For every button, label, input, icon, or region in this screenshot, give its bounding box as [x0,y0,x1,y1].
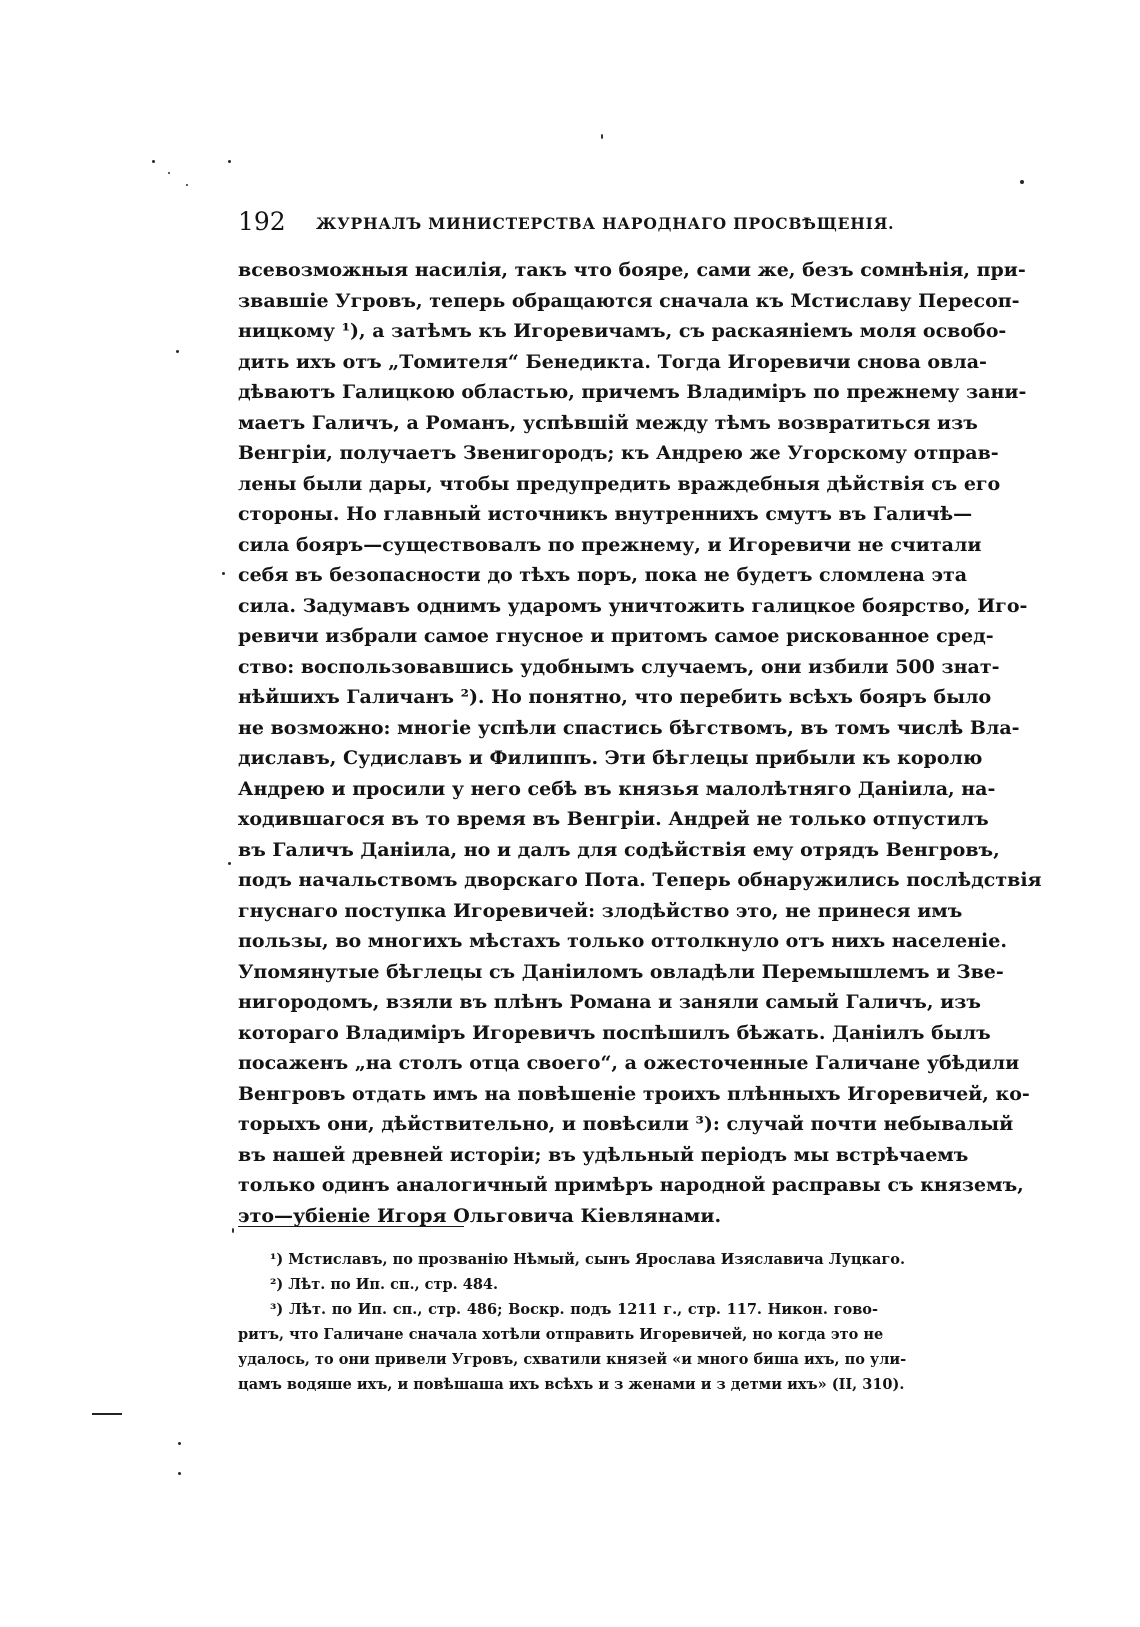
scan-speck [222,572,225,575]
footnote-3-continued: цамъ водяше ихъ, и повѣшаша ихъ всѣхъ и з женами и з детми ихъ» (II, 310). [238,1376,905,1393]
text-line: себя въ безопасности до тѣхъ поръ, пока не будетъ сломлена эта [238,564,968,586]
footnote-3-continued: удалось, то они привели Угровъ, схватили князей «и много биша ихъ, по ули- [238,1351,907,1368]
text-line: звавшіе Угровъ, теперь обращаются сначала къ Мстиславу Пересоп- [238,289,1020,312]
scan-speck [228,862,231,865]
footnote-separator [238,1226,464,1227]
text-line: ство: воспользовавшись удобнымъ случаемъ, они избили 500 знат- [238,655,1000,678]
scan-speck [178,1472,181,1475]
text-line: Андрею и просили у него себѣ въ князья малолѣтняго Даніила, на- [238,777,996,800]
text-line: пользы, во многихъ мѣстахъ только оттолкнуло отъ нихъ населеніе. [238,930,1007,952]
text-line: сила. Задумавъ однимъ ударомъ уничтожить галицкое боярство, Иго- [238,594,1028,617]
scan-mark [92,1413,122,1415]
text-line: всевозможныя насилія, такъ что бояре, сами же, безъ сомнѣнія, при- [238,259,1026,281]
text-line: сила бояръ—существовалъ по прежнему, и Игоревичи не считали [238,533,982,556]
text-line: торыхъ они, дѣйствительно, и повѣсили ³): случай почти небывалый [238,1113,1014,1135]
footnote-3: ³) Лѣт. по Ип. сп., стр. 486; Воскр. подъ 1211 г., стр. 117. Никон. гово- [270,1301,878,1318]
journal-title: ЖУРНАЛЪ МИНИСТЕРСТВА НАРОДНАГО ПРОСВѢЩЕНІЯ. [316,214,895,233]
text-line: гнуснаго поступка Игоревичей: злодѣйство это, не принеся имъ [238,899,963,922]
text-line: Венгровъ отдать имъ на повѣшеніе троихъ плѣнныхъ Игоревичей, ко- [238,1082,1030,1105]
text-line: Венгріи, получаетъ Звенигородъ; къ Андрею же Угорскому отправ- [238,442,999,464]
text-line: въ нашей древней исторіи; въ удѣльный періодъ мы встрѣчаемъ [238,1143,969,1166]
text-line: ревичи избрали самое гнусное и притомъ самое рискованное сред- [238,625,994,647]
text-line: дить ихъ отъ „Томителя“ Бенедикта. Тогда Игоревичи снова овла- [238,350,987,373]
text-line: Упомянутые бѣглецы съ Даніиломъ овладѣли Перемышлемъ и Зве- [238,960,1004,983]
scan-speck [168,172,170,174]
scan-speck [186,184,188,186]
main-text [238,255,1042,1231]
footnotes [238,1247,907,1397]
text-line: это—убіеніе Игоря Ольговича Кіевлянами. [238,1204,722,1227]
text-line: ходившагося въ то время въ Венгріи. Андрей не только отпустилъ [238,808,989,830]
text-line: дѣваютъ Галицкою областью, причемъ Владиміръ по прежнему зани- [238,381,1027,403]
scan-speck [601,134,603,139]
scan-speck [232,1228,234,1233]
scan-speck [176,350,179,353]
footnote-3-continued: ритъ, что Галичане сначала хотѣли отправить Игоревичей, но когда это не [238,1326,884,1343]
footnote-1: ¹) Мстиславъ, по прозванію Нѣмый, сынъ Ярослава Изяславича Луцкаго. [270,1251,906,1268]
scan-speck [178,1442,181,1445]
scan-speck [152,160,155,163]
running-head [238,205,895,239]
footnote-2: ²) Лѣт. по Ип. сп., стр. 484. [270,1276,499,1293]
text-line: нигородомъ, взяли въ плѣнъ Романа и заняли самый Галичъ, изъ [238,991,981,1013]
scan-speck [1020,180,1024,184]
text-line: ницкому ¹), а затѣмъ къ Игоревичамъ, съ раскаяніемъ моля освобо- [238,320,1007,342]
text-line: стороны. Но главный источникъ внутреннихъ смутъ въ Галичѣ— [238,503,973,525]
scan-speck [228,160,231,163]
text-line: нѣйшихъ Галичанъ ²). Но понятно, что перебить всѣхъ бояръ было [238,686,992,708]
page-number: 192 [238,207,286,236]
text-line: не возможно: многіе успѣли спастись бѣгствомъ, въ томъ числѣ Вла- [238,716,1020,739]
text-line: диславъ, Судиславъ и Филиппъ. Эти бѣглецы прибыли къ королю [238,747,983,769]
text-line: подъ начальствомъ дворскаго Пота. Теперь обнаружились послѣдствія [238,869,1042,891]
text-line: только одинъ аналогичный примѣръ народной расправы съ княземъ, [238,1174,1024,1196]
text-line: посаженъ „на столъ отца своего“, а ожесточенные Галичане убѣдили [238,1052,1020,1074]
text-line: котораго Владиміръ Игоревичъ поспѣшилъ бѣжать. Даніилъ былъ [238,1021,991,1044]
text-line: маетъ Галичъ, а Романъ, успѣвшій между тѣмъ возвратиться изъ [238,411,978,434]
text-line: лены были дары, чтобы предупредить враждебныя дѣйствія съ его [238,472,1001,495]
text-line: въ Галичъ Даніила, но и далъ для содѣйствія ему отрядъ Венгровъ, [238,838,1000,861]
